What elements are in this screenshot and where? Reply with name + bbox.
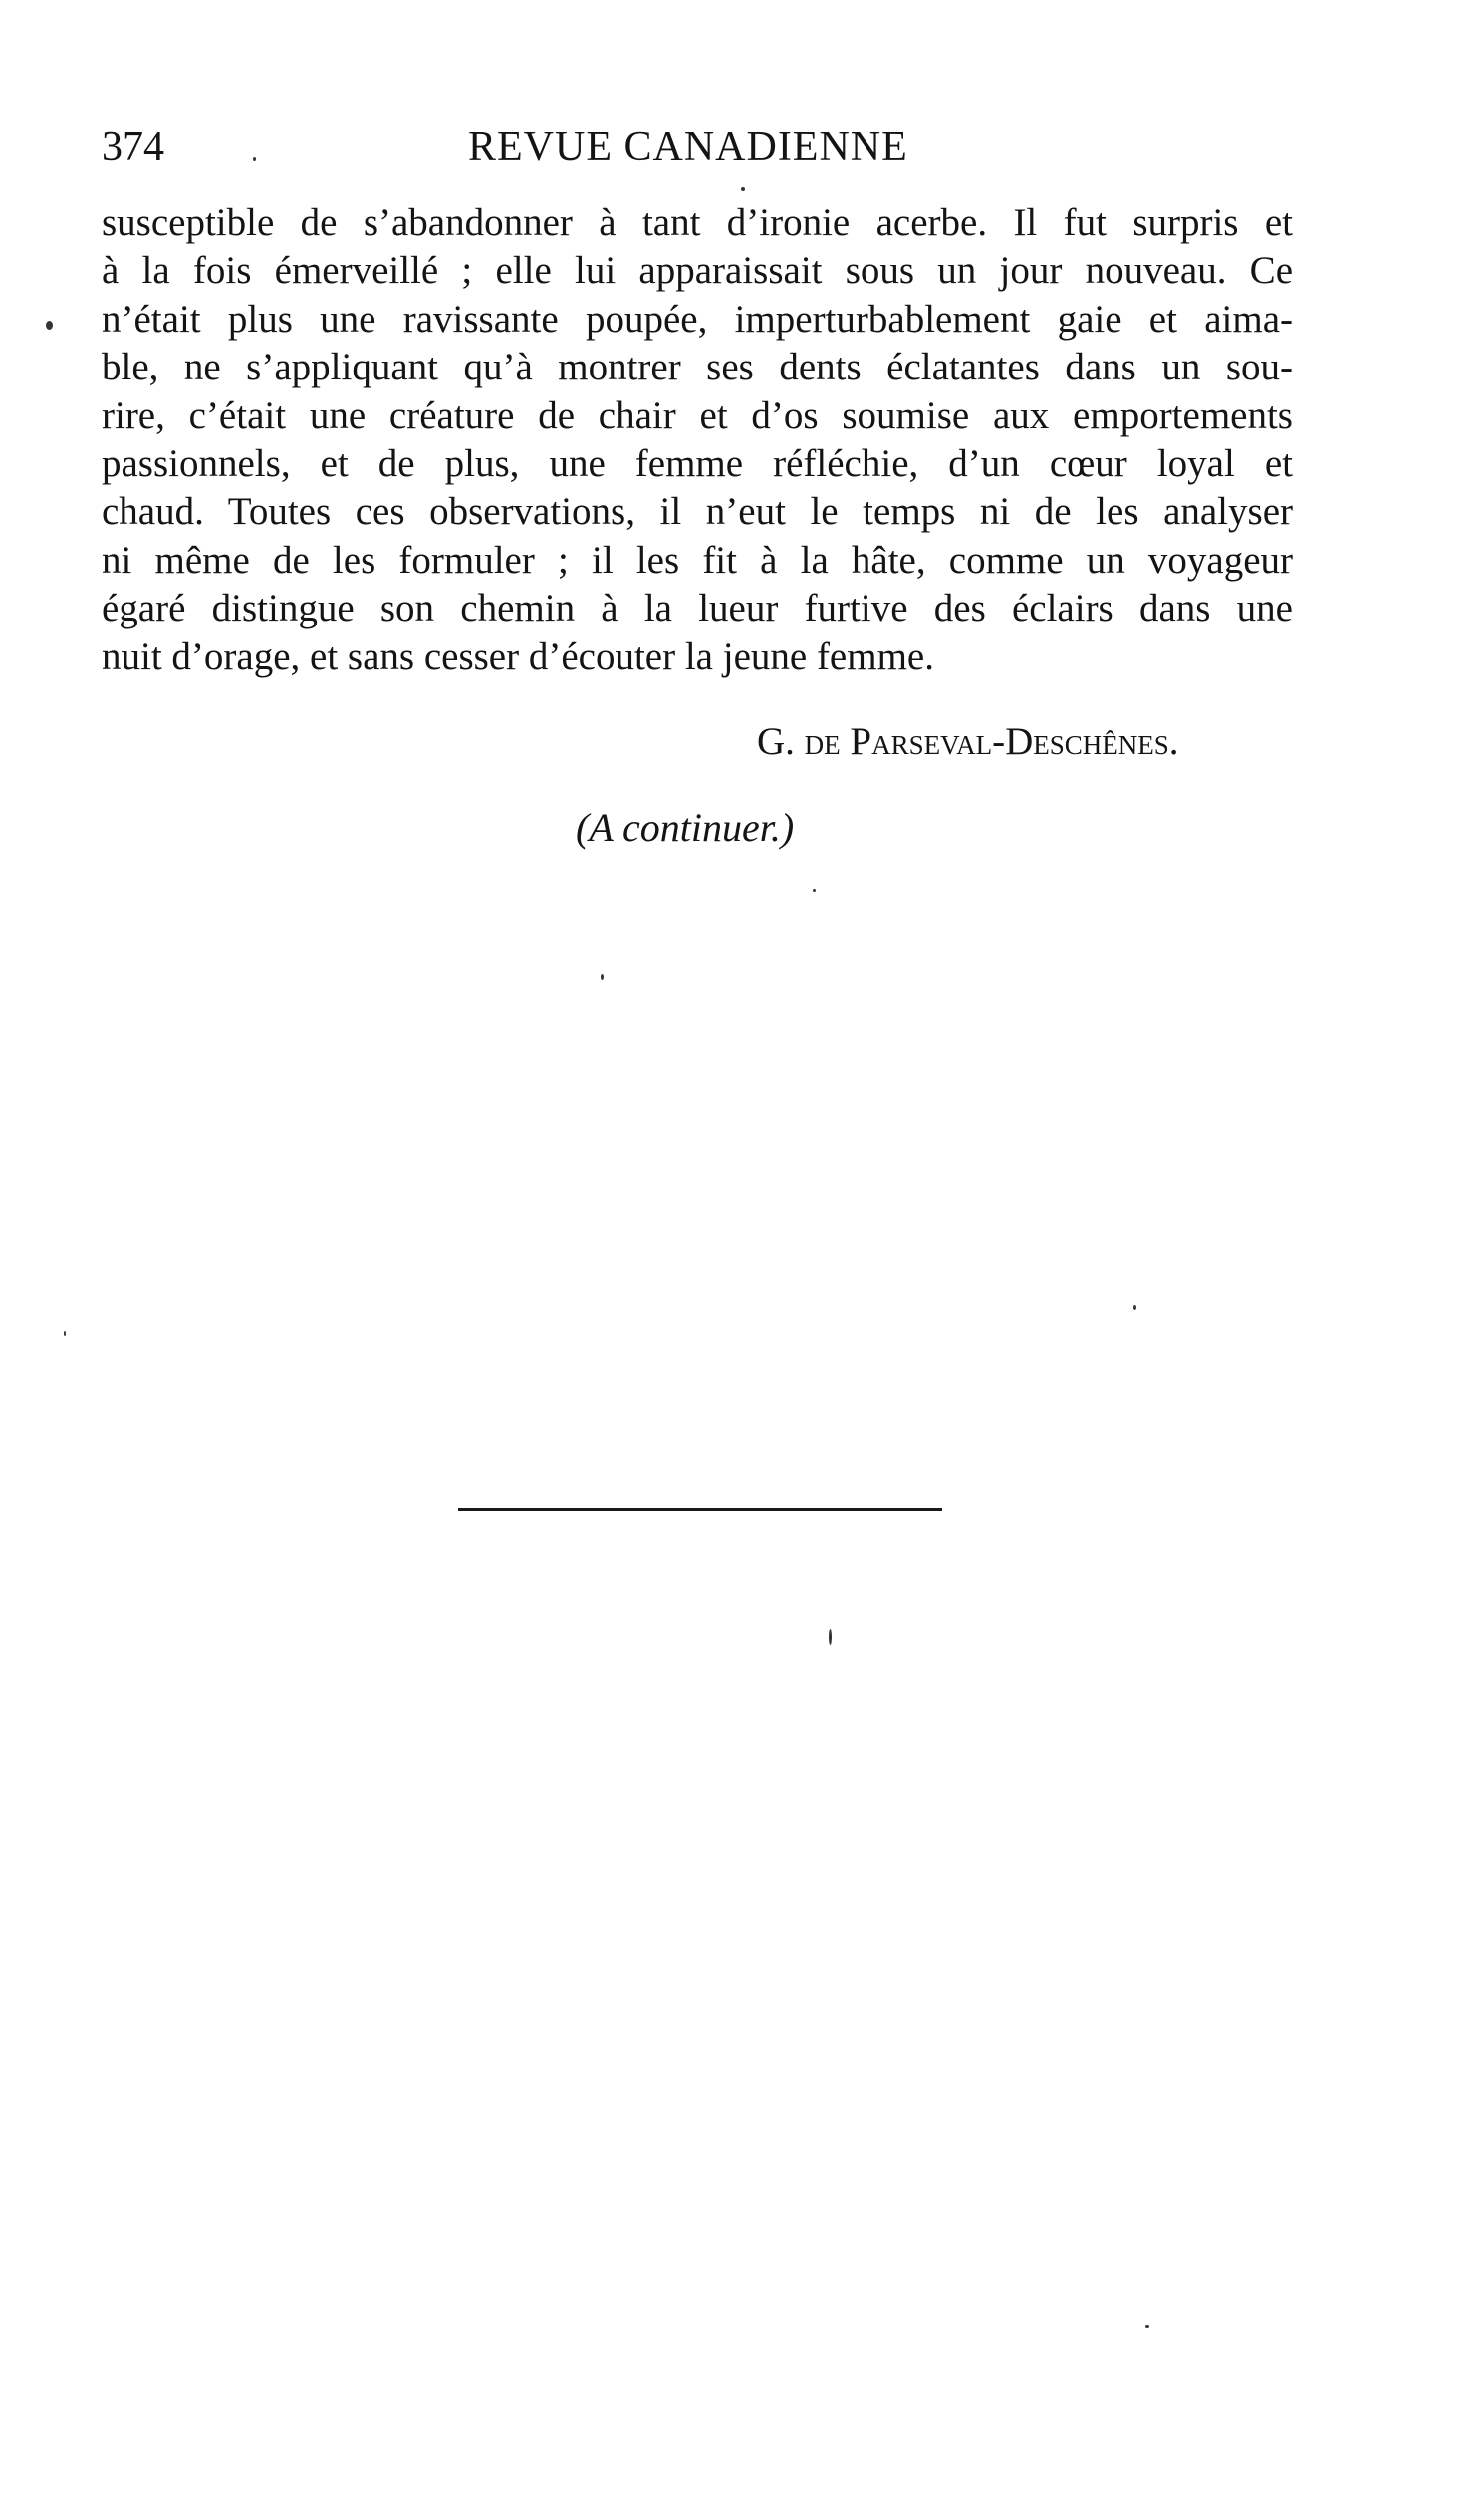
scan-speck [741, 187, 745, 191]
section-divider [458, 1508, 942, 1511]
text-line: passionnels, et de plus, une femme réfléchie, d’un cœur loyal et [102, 441, 1293, 485]
continuation-note: (A continuer.) [576, 805, 795, 850]
scan-speck [64, 1331, 66, 1336]
text-line: ni même de les formuler ; il les fit à la hâte, comme un voyageur [102, 538, 1293, 582]
scan-speck [829, 1629, 832, 1645]
scan-speck [253, 157, 256, 161]
running-head [102, 118, 1297, 177]
text-line: n’était plus une ravissante poupée, imperturbablement gaie et aima- [102, 297, 1293, 341]
text-line: à la fois émerveillé ; elle lui apparaissait sous un jour nouveau. Ce [102, 249, 1293, 293]
journal-title: REVUE CANADIENNE [468, 125, 908, 170]
scan-speck [813, 889, 816, 892]
author-name: G. de Parseval-Deschênes. [757, 720, 1179, 763]
text-line: chaud. Toutes ces observations, il n’eut le temps ni de les analyser [102, 490, 1293, 534]
scan-speck [1145, 2325, 1149, 2328]
author-signature [757, 717, 1179, 767]
page-number: 374 [102, 125, 164, 170]
text-line: rire, c’était une créature de chair et d’os soumise aux emportements [102, 393, 1293, 437]
text-line: nuit d’orage, et sans cesser d’écouter la jeune femme. [102, 634, 934, 678]
text-line: égaré distingue son chemin à la lueur furtive des éclairs dans une [102, 587, 1293, 630]
text-line: susceptible de s’abandonner à tant d’ironie acerbe. Il fut surpris et [102, 201, 1293, 244]
body-paragraph [102, 199, 1293, 681]
scan-speck [1133, 1305, 1136, 1310]
scan-speck [601, 974, 604, 980]
text-line: ble, ne s’appliquant qu’à montrer ses dents éclatantes dans un sou- [102, 346, 1293, 389]
scan-speck [46, 321, 53, 330]
